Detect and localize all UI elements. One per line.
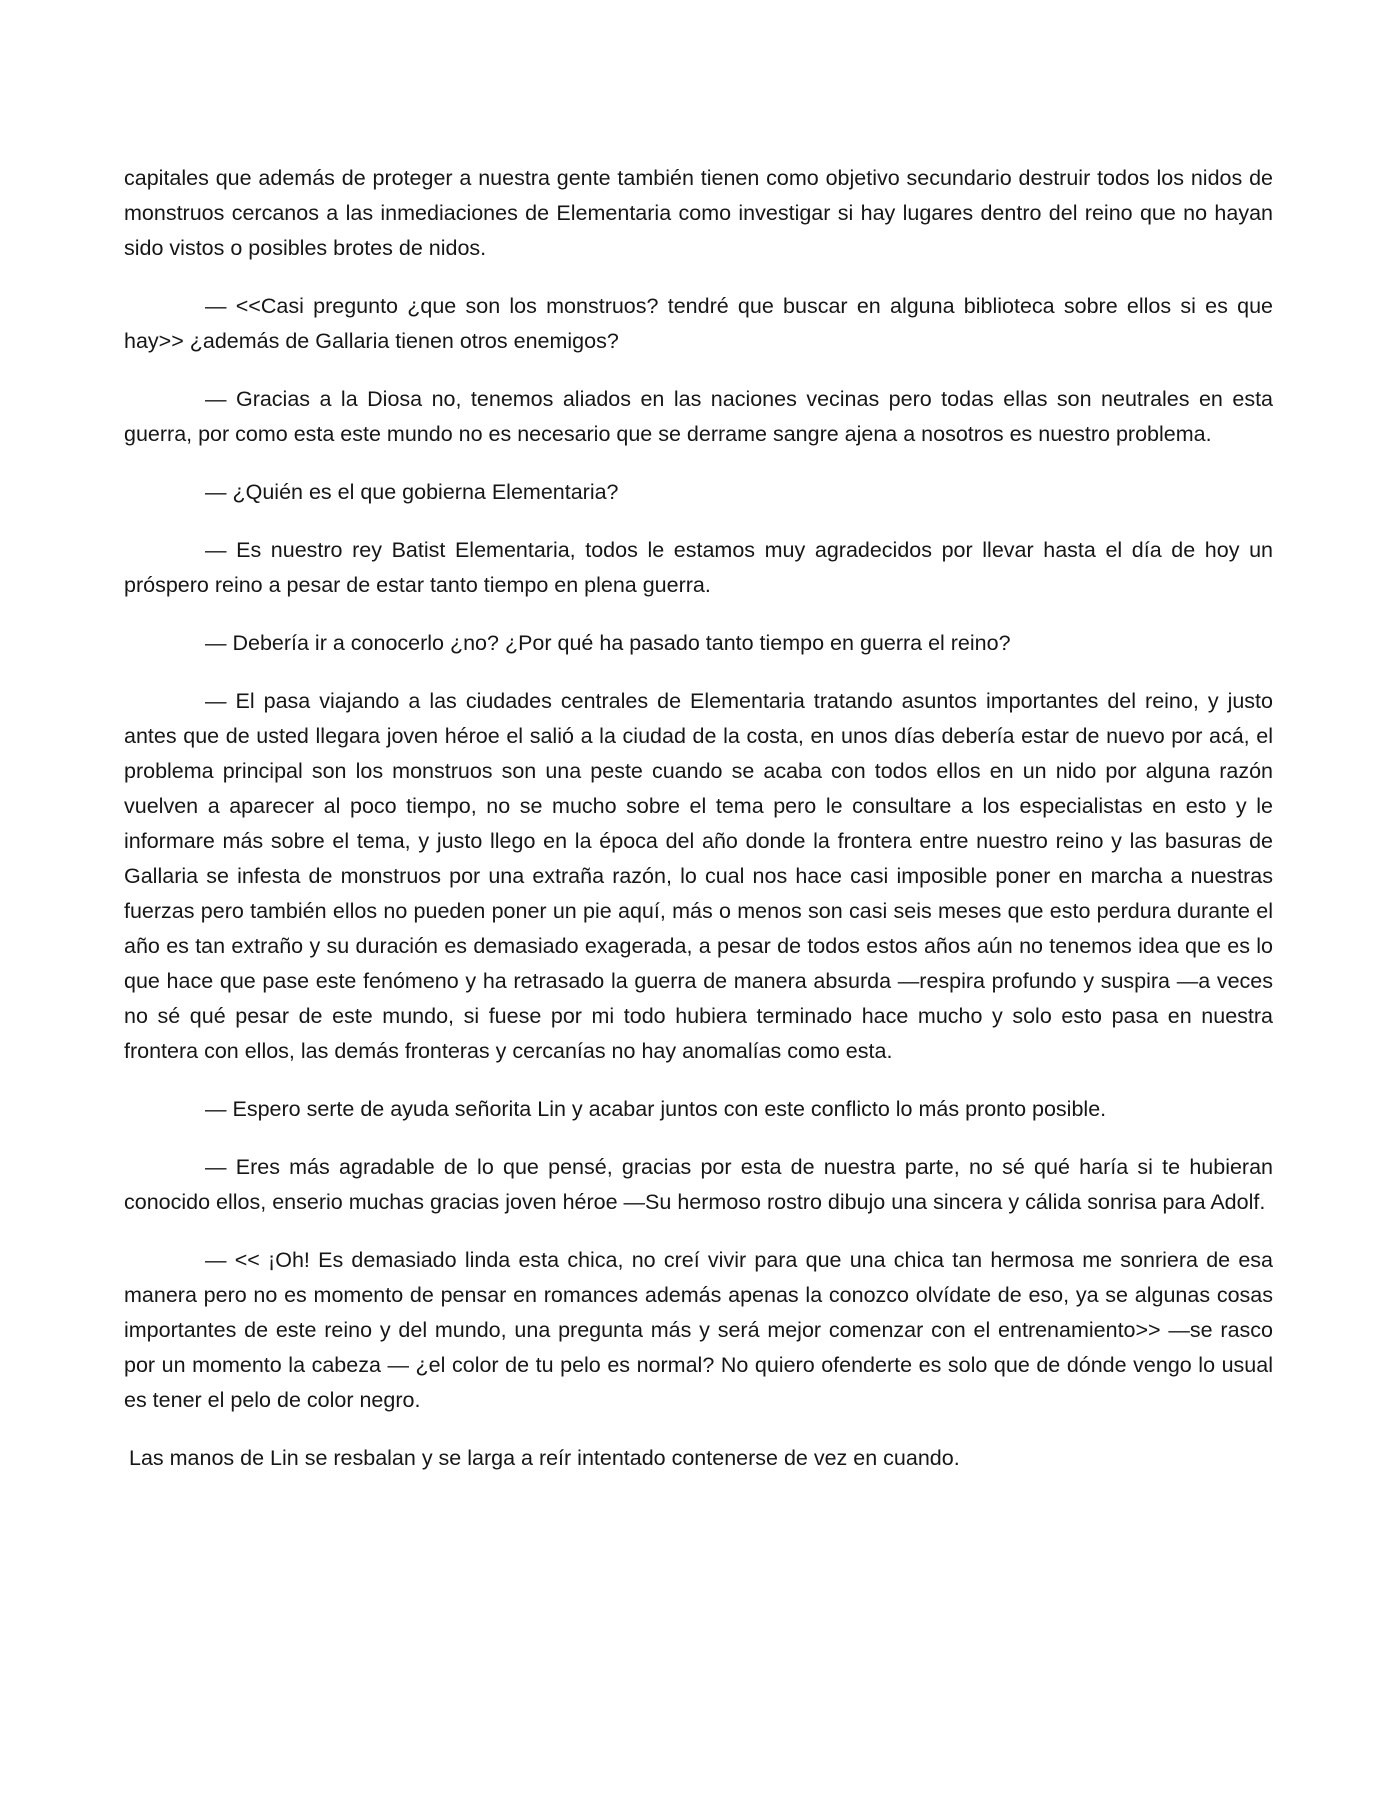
paragraph-dialogue-quien-gobierna: — ¿Quién es el que gobierna Elementaria? bbox=[205, 480, 619, 504]
paragraph-dialogue-agradable: — Eres más agradable de lo que pensé, gracias por esta de nuestra parte, no sé qué haría si te hubieran conocido ellos, enserio muchas gracias joven héroe —Su hermoso rostro dibujo una sincera y cálida sonrisa para Adolf. bbox=[124, 1155, 1273, 1214]
paragraph-dialogue-conocerlo: — Debería ir a conocerlo ¿no? ¿Por qué ha pasado tanto tiempo en guerra el reino? bbox=[205, 631, 1011, 655]
paragraph-narration-capitales: capitales que además de proteger a nuestra gente también tienen como objetivo secundario destruir todos los nidos de monstruos cercanos a las inmediaciones de Elementaria como investigar si hay lugares dentro del reino que no hayan sido vistos o posibles brotes de nidos. bbox=[124, 166, 1273, 260]
paragraph-dialogue-oh-linda: — << ¡Oh! Es demasiado linda esta chica, no creí vivir para que una chica tan hermosa me sonriera de esa manera pero no es momento de pensar en romances además apenas la conozco olvídate de eso, ya se algunas cosas importantes de este reino y del mundo, una pregunta más y será mejor comenzar con el entrenamiento>> —se rasco por un momento la cabeza — ¿el color de tu pelo es normal? No quiero ofenderte es solo que de dónde vengo lo usual es tener el pelo de color negro. bbox=[124, 1248, 1273, 1412]
paragraph-dialogue-ciudades-centrales: — El pasa viajando a las ciudades centrales de Elementaria tratando asuntos importantes del reino, y justo antes que de usted llegara joven héroe el salió a la ciudad de la costa, en unos días debería estar de nuevo por acá, el problema principal son los monstruos son una peste cuando se acaba con todos ellos en un nido por alguna razón vuelven a aparecer al poco tiempo, no se mucho sobre el tema pero le consultare a los especialistas en esto y le informare más sobre el tema, y justo llego en la época del año donde la frontera entre nuestro reino y las basuras de Gallaria se infesta de monstruos por una extraña razón, lo cual nos hace casi imposible poner en marcha a nuestras fuerzas pero también ellos no pueden poner un pie aquí, más o menos son casi seis meses que esto perdura durante el año es tan extraño y su duración es demasiado exagerada, a pesar de todos estos años aún no tenemos idea que es lo que hace que pase este fenómeno y ha retrasado la guerra de manera absurda —respira profundo y suspira —a veces no sé qué pesar de este mundo, si fuese por mi todo hubiera terminado hace mucho y solo esto pasa en nuestra frontera con ellos, las demás fronteras y cercanías no hay anomalías como esta. bbox=[124, 689, 1273, 1063]
document-body bbox=[124, 161, 1273, 1499]
paragraph-dialogue-espero-ayuda: — Espero serte de ayuda señorita Lin y acabar juntos con este conflicto lo más pronto posible. bbox=[205, 1097, 1107, 1121]
paragraph-dialogue-rey-batist: — Es nuestro rey Batist Elementaria, todos le estamos muy agradecidos por llevar hasta el día de hoy un próspero reino a pesar de estar tanto tiempo en plena guerra. bbox=[124, 538, 1273, 597]
paragraph-dialogue-monstruos: — <<Casi pregunto ¿que son los monstruos? tendré que buscar en alguna biblioteca sobre ellos si es que hay>> ¿además de Gallaria tienen otros enemigos? bbox=[124, 294, 1273, 353]
paragraph-narration-manos-lin: Las manos de Lin se resbalan y se larga a reír intentado contenerse de vez en cuando. bbox=[129, 1446, 960, 1470]
paragraph-dialogue-diosa: — Gracias a la Diosa no, tenemos aliados en las naciones vecinas pero todas ellas son neutrales en esta guerra, por como esta este mundo no es necesario que se derrame sangre ajena a nosotros es nuestro problema. bbox=[124, 387, 1273, 446]
